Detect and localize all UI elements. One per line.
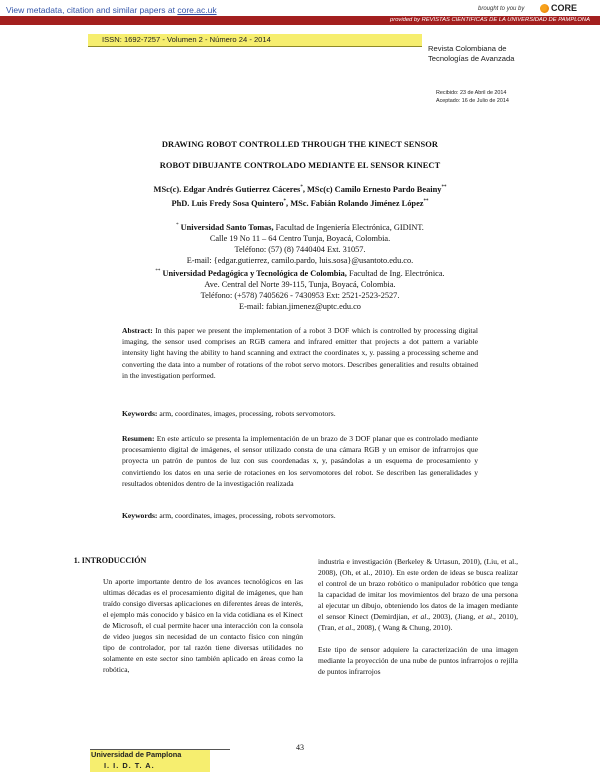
- author-mark: **: [423, 198, 429, 204]
- journal-name-line1: Revista Colombiana de: [428, 44, 507, 53]
- section-heading: 1. INTRODUCCIÓN: [73, 556, 147, 565]
- paragraph-text: ., 2010), (Tran,: [318, 612, 519, 632]
- title-english: DRAWING ROBOT CONTROLLED THROUGH THE KINECT SENSOR: [161, 140, 439, 149]
- affiliation-2-phone: Teléfono: (+578) 7405626 - 7430953 Ext: 2521-2523-2527.: [200, 290, 400, 300]
- affiliation-1-phone: Teléfono: (57) (8) 7440404 Ext. 31057.: [234, 244, 366, 254]
- paragraph-italic: et al: [412, 612, 427, 621]
- keywords-english: [122, 408, 478, 419]
- author-line-1: [0, 182, 600, 196]
- paragraph-italic: et al: [478, 612, 493, 621]
- author-1: MSc(c). Edgar Andrés Gutierrez Cáceres: [153, 184, 301, 194]
- affiliation-1-name: [0, 220, 600, 233]
- affiliations: [0, 220, 600, 312]
- paragraph-text: industria e investigación (Berkeley & Urtasun, 2010), (Liu, et al., 2008), (Oh, et al., 2010). En este orden de ideas se busca realizar el control de un brazo robótico o manipulador robótico que tenga la capacidad de imitar los movimientos del brazo de una persona al ejecutar un dibujo, obteniendo los datos de la imagen mediante el sensor Kinect (Demirdjian,: [318, 557, 518, 621]
- keywords-text: arm, coordinates, images, processing, robots servomotors.: [157, 511, 336, 520]
- journal-name: [428, 44, 514, 64]
- body-left-column: Un aporte importante dentro de los avances tecnológicos en las ultimas décadas es el procesamiento digital de imágenes, que han traído consigo diversas aplicaciones en diferentes áreas de interés, el ejemplo más conocido y básico en la vida cotidiana es el Kinect de Microsoft, el cual permite hacer una interacción con la consola de video juegos sin necesidad de un contacto físico con ningún tipo de controlador, por tal razón tiene diversas utilidades no solamente en este sector sino también aplicado en áreas como la robótica,: [103, 577, 303, 674]
- title-spanish: ROBOT DIBUJANTE CONTROLADO MEDIANTE EL SENSOR KINECT: [159, 161, 441, 170]
- core-metadata-link[interactable]: [6, 5, 217, 15]
- keywords-label: Keywords:: [122, 409, 158, 418]
- brought-by-text: brought to you by: [478, 6, 525, 12]
- core-link-text: View metadata, citation and similar papers at: [6, 5, 178, 15]
- resumen: [122, 433, 478, 489]
- affiliation-1-address: Calle 19 No 11 – 64 Centro Tunja, Boyacá, Colombia.: [209, 233, 391, 243]
- core-logo-text: CORE: [551, 3, 578, 13]
- paragraph-text: ., 2008), ( Wang & Chung, 2010).: [351, 623, 453, 632]
- affiliation-1-email: E-mail: {edgar.gutierrez, camilo.pardo, luis.sosa}@usantoto.edu.co.: [186, 255, 414, 265]
- author-mark: *: [283, 198, 287, 204]
- author-line-2: [0, 196, 600, 210]
- affiliation-2-university: Universidad Pedagógica y Tecnológica de Colombia,: [160, 268, 347, 278]
- abstract-text: In this paper we present the implementation of a robot 3 DOF which is controlled by processing digital imaging, the sensor used comprises an RGB camera and infrared emitter that projects a dot pattern a variable intensity light having the ability to hand scanning and extract the coordinates x, y. passing a processing scheme and converting the data into a number of rotations of the robot servo motors. Describes generalities and results obtained in the investigation performed.: [122, 326, 478, 380]
- provided-by-link[interactable]: provided by REVISTAS CIENTIFICAS DE LA UNIVERSIDAD DE PAMPLONA: [390, 17, 590, 23]
- author-mark: **: [441, 185, 447, 190]
- accepted-date: Aceptado: 16 de Julio de 2014: [436, 98, 509, 104]
- affiliation-mark: **: [155, 268, 161, 274]
- keywords-label: Keywords:: [122, 511, 158, 520]
- affiliation-1-faculty: Facultad de Ingeniería Electrónica, GIDINT.: [273, 222, 424, 232]
- received-date: Recibido: 23 de Abril de 2014: [436, 90, 507, 96]
- affiliation-2-address: Ave. Central del Norte 39-115, Tunja, Boyacá, Colombia.: [204, 279, 396, 289]
- affiliation-mark: *: [176, 223, 179, 228]
- body-right-paragraph-1: [318, 556, 518, 633]
- author-2: , MSc(c) Camilo Ernesto Pardo Beainy: [302, 184, 442, 194]
- issn-text: ISSN: 1692-7257 - Volumen 2 - Número 24 - 2014: [102, 35, 271, 44]
- author-3: PhD. Luis Fredy Sosa Quintero: [171, 198, 284, 208]
- abstract: [122, 325, 478, 381]
- affiliation-2-email: E-mail: fabian.jimenez@uptc.edu.co: [239, 301, 361, 311]
- keywords-spanish: [122, 510, 478, 521]
- abstract-label: Abstract:: [122, 326, 153, 335]
- keywords-text: arm, coordinates, images, processing, robots servomotors.: [157, 409, 336, 418]
- body-right-paragraph-2: Este tipo de sensor adquiere la caracterización de una imagen mediante la proyección de una nube de puntos infrarrojos o rejilla de puntos infrarrojos: [318, 645, 518, 676]
- author-4: , MSc. Fabián Rolando Jiménez López: [286, 198, 424, 208]
- journal-name-line2: Tecnologías de Avanzada: [428, 54, 515, 63]
- paragraph-text: ., 2003), (Jiang,: [426, 612, 479, 621]
- core-logo[interactable]: [540, 3, 577, 13]
- core-link-domain[interactable]: core.ac.uk: [177, 5, 217, 15]
- core-logo-icon: [540, 4, 549, 13]
- body-right-column: [318, 556, 518, 677]
- footer-university: Universidad de Pamplona: [91, 750, 182, 759]
- affiliation-2-faculty: Facultad de Ing. Electrónica.: [346, 268, 445, 278]
- affiliation-2-name: [0, 266, 600, 279]
- author-list: [0, 182, 600, 210]
- submission-dates: [436, 89, 509, 105]
- page-number: 43: [296, 743, 304, 752]
- footer-idta: I. I. D. T. A.: [104, 761, 155, 770]
- resumen-text: En este artículo se presenta la implementación de un brazo de 3 DOF planar que es controlado mediante procesamiento digital de imágenes, el sensor utilizado consta de una cámara RGB y un emisor de infrarrojos que proyecta un patrón de puntos de luz con sus coordenadas x, y, pasándolas a un esquema de procesamiento y convirtiendo los datos en una serie de rotaciones en los servomotores del robot. Se describen las generalidades y resultados obtenidos dentro de la investigación realizada: [122, 434, 478, 488]
- resumen-label: Resumen:: [122, 434, 155, 443]
- author-mark: *: [300, 185, 303, 190]
- affiliation-1-university: Universidad Santo Tomas,: [178, 222, 274, 232]
- paragraph-italic: et al: [338, 623, 352, 632]
